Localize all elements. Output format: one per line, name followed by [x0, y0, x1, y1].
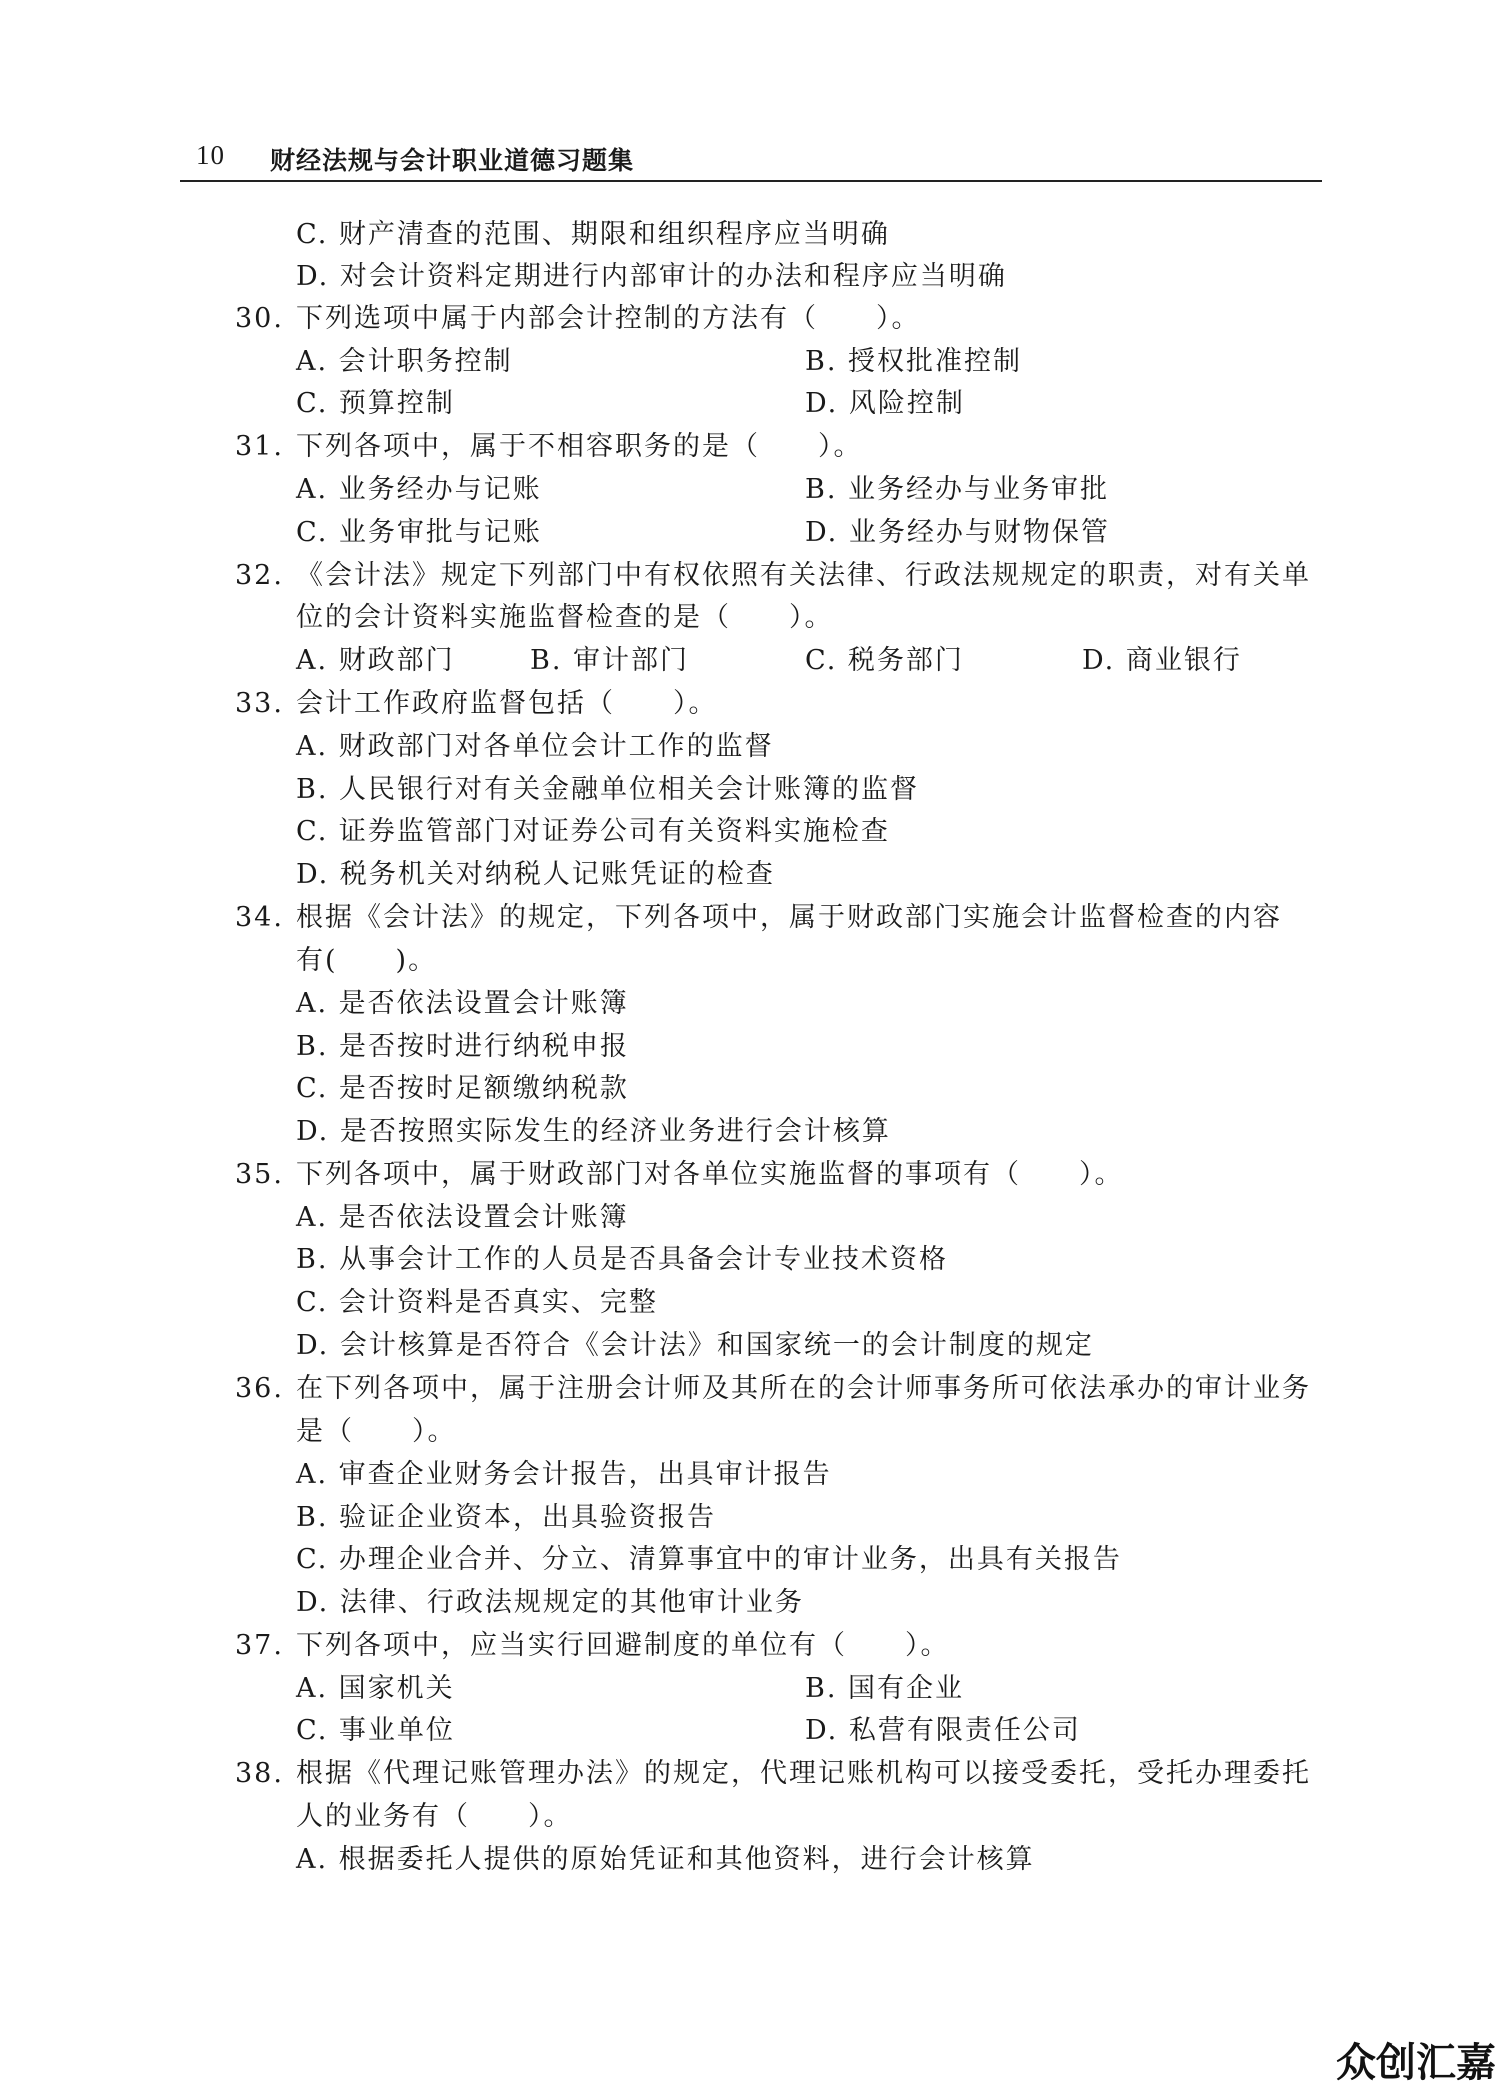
option-line: A. 业务经办与记账 [296, 474, 542, 505]
question-number: 38. [235, 1758, 284, 1789]
question-stem: 根据《代理记账管理办法》的规定，代理记账机构可以接受委托，受托办理委托 [296, 1758, 1311, 1789]
question-stem: 位的会计资料实施监督检查的是（ ）。 [296, 602, 834, 633]
option-line: A. 审查企业财务会计报告，出具审计报告 [296, 1459, 832, 1490]
question-stem: 下列各项中，应当实行回避制度的单位有（ ）。 [296, 1630, 950, 1661]
option-line: A. 是否依法设置会计账簿 [296, 988, 629, 1019]
question-stem: 根据《会计法》的规定，下列各项中，属于财政部门实施会计监督检查的内容 [296, 902, 1282, 933]
option-line: C. 业务审批与记账 [296, 517, 542, 548]
question-stem: 人的业务有（ ）。 [296, 1801, 573, 1832]
question-stem: 有( )。 [296, 945, 438, 976]
book-title: 财经法规与会计职业道德习题集 [270, 146, 635, 175]
question-stem: 会计工作政府监督包括（ ）。 [296, 688, 718, 719]
option-line: C. 是否按时足额缴纳税款 [296, 1073, 629, 1104]
option-line: B. 是否按时进行纳税申报 [296, 1031, 630, 1062]
option-line: D. 对会计资料定期进行内部审计的办法和程序应当明确 [296, 261, 1007, 292]
page-header [180, 140, 1322, 182]
option-line: A. 财政部门对各单位会计工作的监督 [296, 731, 774, 762]
option-line: B. 业务经办与业务审批 [805, 474, 1110, 505]
option-line: D. 业务经办与财物保管 [805, 517, 1110, 548]
option-line: B. 验证企业资本，出具验资报告 [296, 1502, 717, 1533]
question-stem: 下列选项中属于内部会计控制的方法有（ ）。 [296, 303, 921, 334]
option-line: C. 证券监管部门对证券公司有关资料实施检查 [296, 816, 890, 847]
option-line: B. 授权批准控制 [805, 346, 1023, 377]
watermark-logo: 众创汇嘉 [1336, 2040, 1496, 2086]
option-line: C. 事业单位 [296, 1715, 455, 1746]
option-line: D. 私营有限责任公司 [805, 1715, 1081, 1746]
option-line: D. 是否按照实际发生的经济业务进行会计核算 [296, 1116, 891, 1147]
question-stem: 在下列各项中，属于注册会计师及其所在的会计师事务所可依法承办的审计业务 [296, 1373, 1311, 1404]
question-number: 35. [235, 1159, 284, 1190]
option-line: B. 审计部门 [530, 645, 690, 676]
option-line: B. 从事会计工作的人员是否具备会计专业技术资格 [296, 1244, 949, 1275]
page-number: 10 [196, 140, 225, 170]
option-line: A. 是否依法设置会计账簿 [296, 1202, 629, 1233]
question-number: 34. [235, 902, 284, 933]
option-line: C. 预算控制 [296, 388, 455, 419]
option-line: C. 税务部门 [805, 645, 964, 676]
option-line: C. 财产清查的范围、期限和组织程序应当明确 [296, 219, 890, 250]
question-stem: 《会计法》规定下列部门中有权依照有关法律、行政法规规定的职责，对有关单 [296, 560, 1311, 591]
question-stem: 下列各项中，属于不相容职务的是（ ）。 [296, 431, 863, 462]
question-number: 36. [235, 1373, 284, 1404]
option-line: D. 商业银行 [1082, 645, 1242, 676]
option-line: A. 会计职务控制 [296, 346, 513, 377]
option-line: A. 财政部门 [296, 645, 455, 676]
question-stem: 下列各项中，属于财政部门对各单位实施监督的事项有（ ）。 [296, 1159, 1124, 1190]
question-number: 32. [235, 560, 284, 591]
option-line: A. 国家机关 [296, 1673, 455, 1704]
question-number: 37. [235, 1630, 284, 1661]
option-line: D. 风险控制 [805, 388, 965, 419]
option-line: C. 会计资料是否真实、完整 [296, 1287, 658, 1318]
question-number: 31. [235, 431, 284, 462]
question-stem: 是（ ）。 [296, 1416, 457, 1447]
question-number: 33. [235, 688, 284, 719]
option-line: D. 税务机关对纳税人记账凭证的检查 [296, 859, 775, 890]
option-line: D. 会计核算是否符合《会计法》和国家统一的会计制度的规定 [296, 1330, 1094, 1361]
option-line: C. 办理企业合并、分立、清算事宜中的审计业务，出具有关报告 [296, 1544, 1122, 1575]
option-line: B. 国有企业 [805, 1673, 965, 1704]
option-line: B. 人民银行对有关金融单位相关会计账簿的监督 [296, 774, 920, 805]
option-line: A. 根据委托人提供的原始凭证和其他资料，进行会计核算 [296, 1844, 1035, 1875]
question-number: 30. [235, 303, 284, 334]
option-line: D. 法律、行政法规规定的其他审计业务 [296, 1587, 804, 1618]
